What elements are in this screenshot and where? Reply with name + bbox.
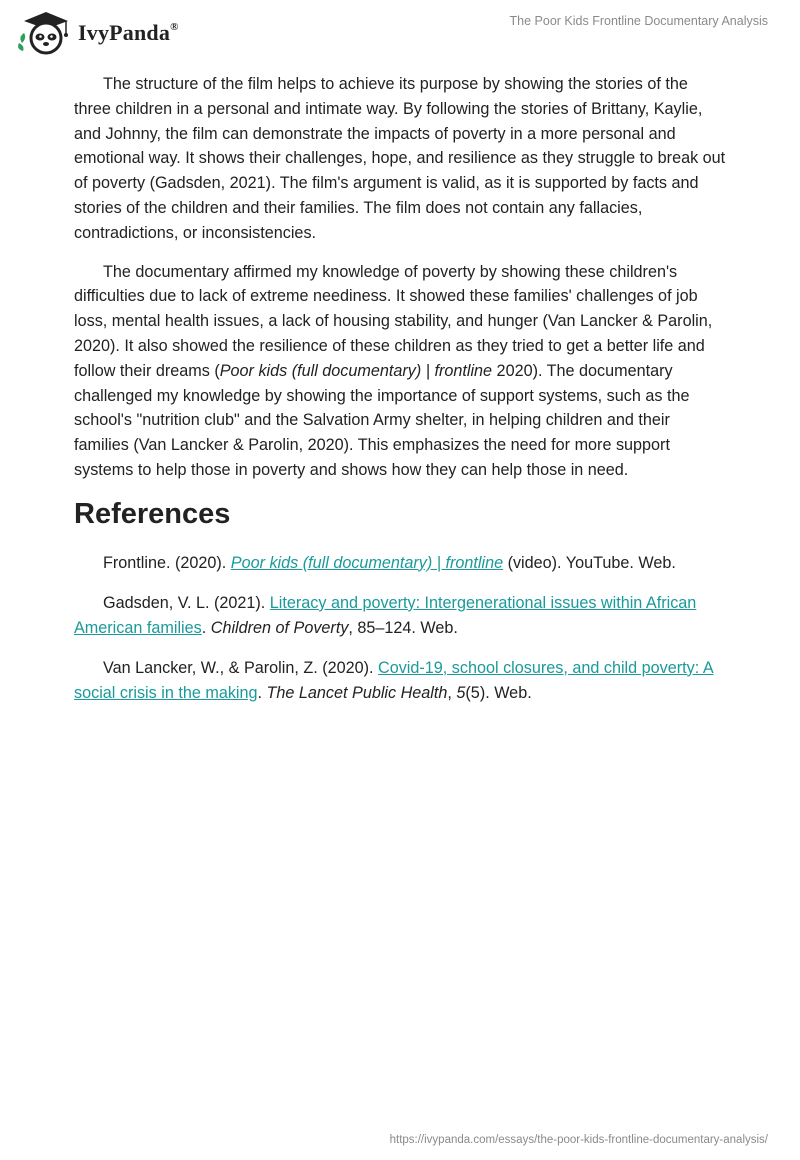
reference-link-frontline[interactable]: Poor kids (full documentary) | frontline [230, 553, 504, 572]
reference-gadsden: Gadsden, V. L. (2021). Literacy and poverty: Intergenerational issues within African American families. Children of Poverty, 85–124. Web. [74, 593, 697, 637]
page-footer-url[interactable]: https://ivypanda.com/essays/the-poor-kids-frontline-documentary-analysis/ [389, 1134, 768, 1146]
brand-name: IvyPanda® [78, 20, 179, 45]
panda-logo-icon [14, 7, 74, 57]
video-title-italic: Poor kids (full documentary) | frontline [219, 361, 493, 380]
body-paragraph-2: The documentary affirmed my knowledge of poverty by showing these children's difficulties due to lack of extreme neediness. It showed these families' challenges of job loss, mental health issues, a lack of housing stability, and hunger (Van Lancker & Parolin, 2020). It also showed the resilience of these children as they tried to get a better life and follow their dreams (Poor kids (full documentary) | frontline 2020). The documentary challenged my knowledge by showing the importance of support systems, such as the school's "nutrition club" and the Salvation Army shelter, in helping children and their families (Van Lancker & Parolin, 2020). This emphasizes the need for more support systems to help those in poverty and shows how they can help those in need. [74, 262, 713, 479]
references-heading: References [74, 497, 231, 530]
body-paragraph-1: The structure of the film helps to achieve its purpose by showing the stories of the three children in a personal and intimate way. By following the stories of Brittany, Kaylie, and Johnny, the film can demonstrate the impacts of poverty in a more personal and emotional way. It shows their challenges, hope, and resilience as they struggle to break out of poverty (Gadsden, 2021). The film's argument is valid, as it is supported by facts and stories of the children and their families. The film does not contain any fallacies, contradictions, or inconsistencies. [74, 75, 726, 242]
reference-frontline: Frontline. (2020). Poor kids (full documentary) | frontline (video). YouTube. Web. [103, 553, 676, 572]
reference-link-van-lancker[interactable]: Covid-19, school closures, and child poverty: A social crisis in the making [74, 658, 714, 702]
ivypanda-logo[interactable] [14, 7, 179, 57]
essay-content [74, 72, 726, 721]
document-title: The Poor Kids Frontline Documentary Analysis [509, 14, 768, 28]
reference-van-lancker: Van Lancker, W., & Parolin, Z. (2020). Covid-19, school closures, and child poverty: A social crisis in the making. The Lancet Public Health, 5(5). Web. [74, 658, 714, 702]
reference-link-gadsden[interactable]: Literacy and poverty: Intergenerational issues within African American families [74, 593, 697, 637]
page-header [0, 0, 800, 64]
